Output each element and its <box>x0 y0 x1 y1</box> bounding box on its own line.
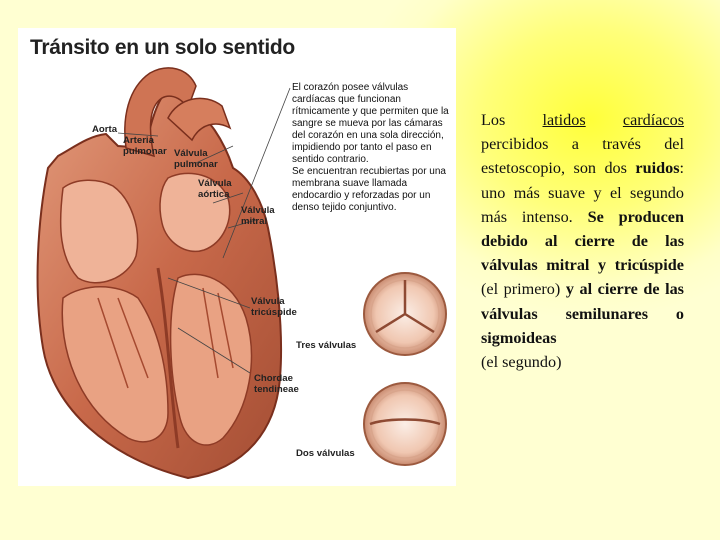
explanation-paragraph <box>481 108 684 374</box>
text-el-segundo: (el segundo) <box>481 353 562 372</box>
text-semilunares: y al cierre de las válvulas semilunares o sigmoideas <box>481 280 684 347</box>
three-leaflet-valve <box>362 266 448 362</box>
figure-description <box>292 82 454 214</box>
figure-title: Tránsito en un solo sentido <box>30 36 295 59</box>
word-cardiacos: cardíacos <box>622 111 685 129</box>
word-ruidos: ruidos <box>635 159 680 178</box>
text-estetoscopio: percibidos a través del estetoscopio, son dos <box>481 135 684 178</box>
text-suave-intenso: : uno más suave y el segundo más intenso. <box>481 159 684 226</box>
two-leaflet-valve <box>362 376 448 472</box>
text-mitral-tricuspide: Se producen debido al cierre de las válvulas mitral y tricúspide <box>481 207 684 275</box>
label-chordae: Chordae tendineae <box>254 373 299 395</box>
word-los: Los <box>481 111 506 129</box>
heart-figure <box>18 28 456 486</box>
label-two-valves: Dos válvulas <box>296 448 355 459</box>
label-pulmonary-valve: Válvula pulmonar <box>174 148 218 170</box>
description-paragraph-2: Se encuentran recubiertas por una membrana suave llamada endocardio y reforzadas por un denso tejido conjuntivo. <box>292 166 446 213</box>
label-pulmonary-artery: Arteria pulmonar <box>123 135 167 157</box>
label-aortic-valve: Válvula aórtica <box>198 178 232 200</box>
label-tricuspid-valve: Válvula tricúspide <box>251 296 297 318</box>
label-three-valves: Tres válvulas <box>296 340 357 351</box>
word-latidos: latidos <box>542 111 586 129</box>
label-mitral-valve: Válvula mitral <box>241 205 275 227</box>
label-aorta: Aorta <box>92 124 118 135</box>
description-paragraph-1: El corazón posee válvulas cardíacas que funcionan rítmicamente y que permiten que la sangre se mueva por las cámaras del corazón en una sola dirección, impidiendo por tanto el paso en sentido contrario. <box>292 82 449 165</box>
text-el-primero: (el primero) <box>481 280 561 299</box>
